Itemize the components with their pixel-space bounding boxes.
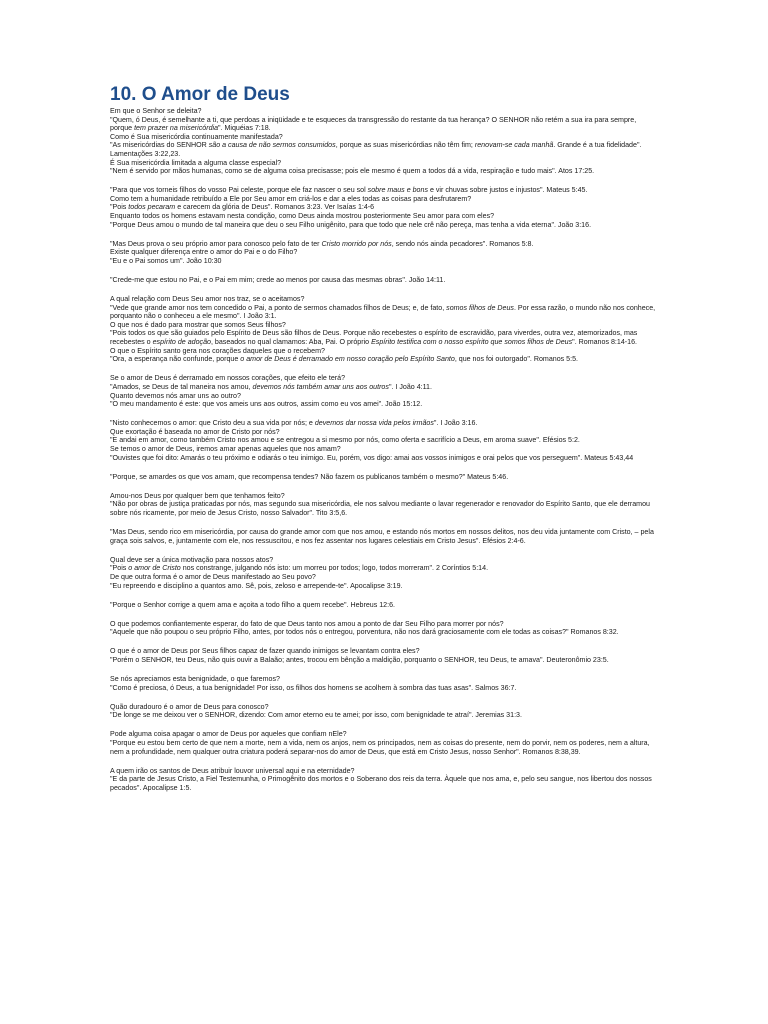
paragraph [110,436,658,445]
paragraph [110,159,658,168]
emphasis: espírito de adoção [152,338,211,347]
text-run: Em que o Senhor se deleita? [110,107,202,115]
text-run: , sendo nós ainda pecadores". Romanos 5:8. [391,239,534,248]
paragraph [110,167,658,176]
paragraph [110,355,658,364]
emphasis: todos pecaram [128,203,176,212]
paragraph [110,628,658,637]
text-run: "Nisto conhecemos o amor: que Cristo deu a sua vida por nós; e [110,419,315,428]
study-section [110,620,658,637]
text-run: "Ora, a esperança não confunde, porque [110,355,241,364]
paragraph [110,684,658,693]
page-title: 10. O Amor de Deus [110,84,290,105]
paragraph [110,428,658,437]
text-run: ". I João 4:11. [388,382,432,391]
emphasis: o amor de Cristo [128,564,181,573]
text-run: "Porque, se amardes os que vos amam, que recompensa tendes? Não fazem os publicanos também o mesmo?" Mateus 5:46. [110,472,509,481]
text-run: ". Miquéias 7:18. [218,124,271,133]
study-section [110,675,658,692]
study-section [110,240,658,266]
text-run: Amou-nos Deus por qualquer bem que tenhamos feito? [110,491,285,500]
emphasis: renovam-se cada manhã [474,141,554,150]
text-run: Se o amor de Deus é derramado em nossos corações, que efeito ele terá? [110,374,346,383]
emphasis: tem prazer na misericórdia [134,124,219,133]
text-run: "Aquele que não poupou o seu próprio Filho, antes, por todos nós o entregou, porventura, não nos dará graciosamente com ele todas as coisas?" Romanos 8:32. [110,628,619,637]
text-run: ". Romanos 8:14-16. [572,338,637,347]
paragraph [110,739,658,756]
text-run: "Pois [110,203,129,212]
paragraph [110,775,658,792]
paragraph [110,257,658,266]
text-run: Que exortação é baseada no amor de Cristo por nós? [110,427,280,436]
text-run: "Como é preciosa, ó Deus, a tua benignidade! Por isso, os filhos dos homens se acolhem à sombra das tuas asas". Salmos 36:7. [110,683,517,692]
text-run: "Nem é servido por mãos humanas, como se de alguma coisa precisasse; pois ele mesmo é quem a todos dá a vida, respiração e tudo mais". Atos 17:25. [110,167,595,176]
text-run: . Por essa razão, o mundo não nos conhece, porquanto não o conheceu a ele mesmo". I João 3:1. [110,303,656,321]
text-run: "Vede que grande amor nos tem concedido o Pai, a ponto de sermos chamados filhos de Deus; e, de fato, [110,303,447,312]
paragraph [110,556,658,565]
text-run: O que é o amor de Deus por Seus filhos capaz de fazer quando inimigos se levantam contra eles? [110,647,420,656]
paragraph [110,240,658,249]
text-run: Se nós apreciamos esta benignidade, o que faremos? [110,675,280,684]
study-section [110,374,658,408]
text-run: "Porém o SENHOR, teu Deus, não quis ouvir a Balaão; antes, trocou em bênção a maldição, porquanto o SENHOR, teu Deus, te amava". Deuteronômio 23:5. [110,656,609,664]
paragraph [110,473,658,482]
paragraph [110,212,658,221]
text-run: Se temos o amor de Deus, iremos amar apenas aqueles que nos amam? [110,445,341,453]
text-run: "Não por obras de justiça praticadas por nós, mas segundo sua misericórdia, ele nos salvou mediante o lavar regenerador e renovador do Espírito Santo, que ele derramou sobre nós ricamente, por meio de Jesus Cristo, nosso Salvador". Tito 3:5,6. [110,500,650,517]
paragraph [110,445,658,454]
paragraph [110,492,658,501]
text-run: Quão duradouro é o amor de Deus para conosco? [110,702,269,711]
paragraph [110,347,658,356]
paragraph [110,116,658,133]
text-run: "Eu e o Pai somos um". João 10:30 [110,256,222,265]
text-run: "Pois [110,564,129,573]
paragraph [110,400,658,409]
paragraph [110,573,658,582]
text-run: "Mas Deus, sendo rico em misericórdia, por causa do grande amor com que nos amou, e estando nós mortos em nossos delitos, nos deu vida juntamente com Cristo, – pela graça sois salvos, e, juntamente com ele, nos ressuscitou, e nos fez assentar nos lugares celestiais em Cristo Jesus". Efésios 2:4-6. [110,528,654,545]
paragraph [110,133,658,142]
text-run: "E da parte de Jesus Cristo, a Fiel Testemunha, o Primogênito dos mortos e o Soberano dos reis da terra. Àquele que nos ama, e, pelo seu sangue, nos libertou dos nossos pecados". Apocalipse 1:5. [110,775,652,792]
text-run: "Para que vos torneis filhos do vosso Pai celeste, porque ele faz nascer o seu sol [110,186,368,195]
text-run: "Crede-me que estou no Pai, e o Pai em mim; crede ao menos por causa das mesmas obras". João 14:11. [110,276,446,284]
paragraph [110,321,658,330]
text-run: "Mas Deus prova o seu próprio amor para conosco pelo fato de ter [110,239,322,248]
study-section [110,492,658,518]
text-run: Quanto devemos nós amar uns ao outro? [110,391,241,400]
paragraph [110,730,658,739]
study-section [110,528,658,545]
study-section [110,556,658,590]
text-run: Como é Sua misericórdia continuamente manifestada? [110,132,283,141]
study-section [110,186,658,229]
text-run: . Grande é a tua fidelidade". Lamentações 3:22,23. [110,141,642,158]
text-run: "Porque Deus amou o mundo de tal maneira que deu o seu Filho unigênito, para que todo que nele crê não pereça, mas tenha a vida eterna". João 3:16. [110,220,592,229]
text-run: O que o Espírito santo gera nos corações daqueles que o recebem? [110,346,325,355]
text-run: e vir chuvas sobre justos e injustos". Mateus 5:45. [428,186,588,195]
paragraph [110,383,658,392]
text-run: "Amados, se Deus de tal maneira nos amou, [110,382,253,391]
paragraph [110,528,658,545]
paragraph [110,221,658,230]
text-run: A quem irão os santos de Deus atribuir louvor universal aqui e na eternidade? [110,766,355,775]
text-run: Qual deve ser a única motivação para nossos atos? [110,555,274,564]
text-run: , que nos foi outorgado". Romanos 5:5. [454,355,579,364]
text-run: "As misericórdias do SENHOR [110,141,209,150]
study-section [110,295,658,364]
text-run: A qual relação com Deus Seu amor nos traz, se o aceitamos? [110,295,305,304]
study-section [110,419,658,462]
text-run: nos constrange, julgando nós isto: um morreu por todos; logo, todos morreram". 2 Coríntios 5:14. [180,564,489,573]
emphasis: o amor de Deus é derramado em nosso coração pelo Espírito Santo [240,355,455,364]
text-run: "De longe se me deixou ver o SENHOR, dizendo: Com amor eterno eu te amei; por isso, com benignidade te atraí". Jeremias 31:3. [110,711,522,720]
emphasis: devemos nós também amar uns aos outros [252,382,389,391]
emphasis: Espírito testifica com o nosso espírito que somos filhos de Deus [371,338,573,347]
paragraph [110,454,658,463]
paragraph [110,582,658,591]
text-run: Pode alguma coisa apagar o amor de Deus por aqueles que confiam nEle? [110,730,347,739]
text-run: É Sua misericórdia limitada a alguma classe especial? [110,158,282,167]
paragraph [110,675,658,684]
paragraph [110,419,658,428]
text-run: O que podemos confiantemente esperar, do fato de que Deus tanto nos amou a ponto de dar Seu Filho para morrer por nós? [110,619,504,628]
paragraph [110,186,658,195]
paragraph [110,500,658,517]
emphasis: Cristo morrido por nós [321,239,392,248]
emphasis: devemos dar nossa vida pelos irmãos [314,419,434,428]
emphasis: sobre maus e bons [367,186,428,195]
study-section [110,730,658,756]
emphasis: somos filhos de Deus [446,303,514,312]
paragraph [110,295,658,304]
text-run: "O meu mandamento é este: que vos ameis uns aos outros, assim como eu vos amei". João 15:12. [110,400,423,409]
paragraph [110,276,658,285]
paragraph [110,601,658,610]
text-run: "Quem, ó Deus, é semelhante a ti, que perdoas a iniqüidade e te esqueces da transgressão do restante da tua herança? O SENHOR não retém a sua ira para sempre, porque [110,115,637,133]
paragraph [110,203,658,212]
text-run: Como tem a humanidade retribuído a Ele por Seu amor em criá-los e dar a eles todas as coisas para desfrutarem? [110,194,472,203]
study-section [110,276,658,285]
paragraph [110,392,658,401]
paragraph [110,564,658,573]
paragraph [110,195,658,204]
paragraph [110,703,658,712]
study-section [110,107,658,176]
study-section [110,601,658,610]
text-run: "Eu repreendo e disciplino a quantos amo. Sê, pois, zeloso e arrepende-te". Apocalipse 3:19. [110,581,403,590]
paragraph [110,304,658,321]
study-section [110,473,658,482]
text-run: "Ouvistes que foi dito: Amarás o teu próximo e odiarás o teu inimigo. Eu, porém, vos digo: amai aos vossos inimigos e orai pelos que vos perseguem". Mateus 5:43,44 [110,453,634,462]
paragraph [110,107,658,116]
study-section [110,703,658,720]
study-section [110,767,658,793]
text-run: O que nos é dado para mostrar que somos Seus filhos? [110,320,286,329]
text-run: Enquanto todos os homens estavam nesta condição, como Deus ainda mostrou posteriormente Seu amor para com eles? [110,212,495,221]
text-run: ". I João 3:16. [433,419,478,428]
text-run: "E andai em amor, como também Cristo nos amou e se entregou a si mesmo por nós, como oferta e sacrifício a Deus, em aroma suave". Efésios 5:2. [110,436,580,445]
text-run: De que outra forma é o amor de Deus manifestado ao Seu povo? [110,572,316,581]
text-run: e carecem da glória de Deus". Romanos 3:23. Ver Isaías 1:4-6 [175,203,375,212]
study-section [110,647,658,664]
text-run: , baseados no qual clamamos: Aba, Pai. O próprio [210,338,372,347]
paragraph [110,620,658,629]
paragraph [110,248,658,257]
paragraph [110,141,658,158]
paragraph [110,711,658,720]
document-content [110,84,658,803]
text-run: "Pois todos os que são guiados pelo Espírito de Deus são filhos de Deus. Porque não recebestes o espírito de escravidão, para viverdes, outra vez, atemorizados, mas recebestes o [110,329,638,347]
text-run: "Porque o Senhor corrige a quem ama e açoita a todo filho a quem recebe". Hebreus 12:6. [110,600,396,609]
paragraph [110,329,658,346]
text-run: "Porque eu estou bem certo de que nem a morte, nem a vida, nem os anjos, nem os principados, nem as coisas do presente, nem do porvir, nem os poderes, nem a altura, nem a profundidade, nem qualquer outra criatura poderá separar-nos do amor de Deus, que está em Cristo Jesus, nosso Senhor". Romanos 8:38,39. [110,739,650,756]
text-run: , porque as suas misericórdias não têm fim; [335,141,475,150]
emphasis: são a causa de não sermos consumidos [208,141,336,150]
text-run: Existe qualquer diferença entre o amor do Pai e o do Filho? [110,248,298,257]
paragraph [110,656,658,665]
paragraph [110,647,658,656]
paragraph [110,374,658,383]
study-sections [110,107,658,793]
